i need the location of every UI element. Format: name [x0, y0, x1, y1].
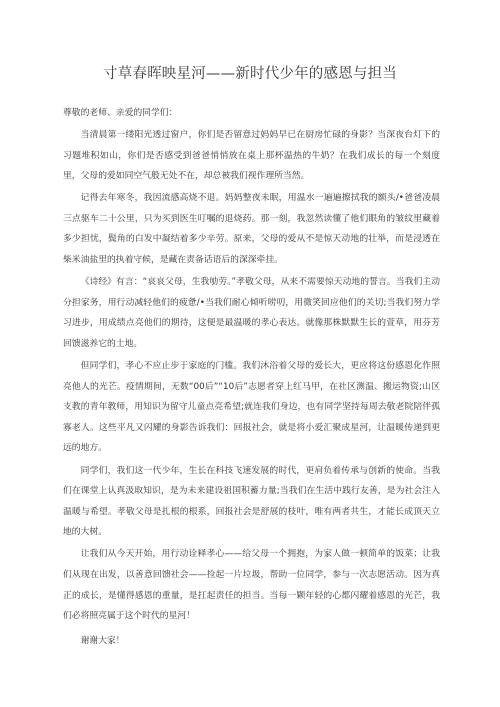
- paragraph-2: 记得去年寒冬，我因流感高烧不退。妈妈整夜未眠，用温水一遍遍擦拭我的额头/•爸爸凌晨三点驱车二十公里，只为买到医生叮嘱的退烧药。那一刻，我忽然读懂了他们眼角的皱纹里藏着多少担忧，鬓角的白发中凝结着多少辛劳。原来，父母的爱从不是惊天动地的壮举，而是浸透在柴米油盐里的执着守候，是藏在责备话语后的深深牵挂。: [63, 193, 440, 266]
- paragraph-3: 《诗经》有言：“哀哀父母，生我劬劳。”孝敬父母，从来不需要惊天动地的誓言。当我们主动分担家务，用行动减轻他们的疲惫/•当我们耐心倾听唠叨，用微笑回应他们的关切;当我们努力学习进步，用成绩点亮他们的期待，这便是最温暖的孝心表达。就像那株默默生长的萱草，用芬芳回馈滋养它的土地。: [63, 277, 440, 349]
- closing-line: 谢谢大家！: [80, 635, 125, 646]
- salutation: 尊敬的老师、亲爱的同学们：: [63, 108, 178, 118]
- speech-body: [63, 103, 440, 652]
- paragraph-1: 当清晨第一缕阳光透过窗户，你们是否留意过妈妈早已在厨房忙碌的身影？当深夜台灯下的习题堆积如山，你们是否感受到爸爸悄悄放在桌上那杯温热的牛奶？在我们成长的每一个刻度里，父母的爱如同空气般无处不在，却总被我们视作理所当然。: [63, 130, 440, 182]
- paragraph-6: 让我们从今天开始，用行动诠释孝心——给父母一个拥抱，为家人做一顿简单的饭菜；让我们从现在出发，以善意回馈社会——捡起一片垃圾，帮助一位同学，参与一次志愿活动。因为真正的成长，是懂得感恩的重量，是扛起责任的担当。当每一颗年轻的心都闪耀着感恩的光芒，我们必将照亮属于这个时代的星河！: [63, 549, 440, 622]
- paragraph-4: 但同学们，孝心不应止步于家庭的门槛。我们沐浴着父母的爱长大，更应将这份感恩化作照亮他人的光芒。疫情期间，无数“00后”“10后”志愿者穿上红马甲，在社区测温、搬运物资;山区支教的青年教师，用知识为留守儿童点亮希望;就连我们身边，也有同学坚持每周去敬老院陪伴孤寡老人。这些平凡又闪耀的身影告诉我们：回报社会，就是将小爱汇聚成星河，让温暖传递到更远的地方。: [63, 361, 440, 454]
- paragraph-5: 同学们，我们这一代少年，生长在科技飞速发展的时代，更肩负着传承与创新的使命。当我们在课堂上认真汲取知识，是为未来建设祖国积蓄力量;当我们在生活中践行友善，是为社会注入温暖与希望。孝敬父母是扎根的根系，回报社会是舒展的枝叶，唯有两者共生，才能长成顶天立地的大树。: [63, 465, 440, 538]
- page-title: 寸草春晖映星河——新时代少年的感恩与担当: [103, 66, 397, 82]
